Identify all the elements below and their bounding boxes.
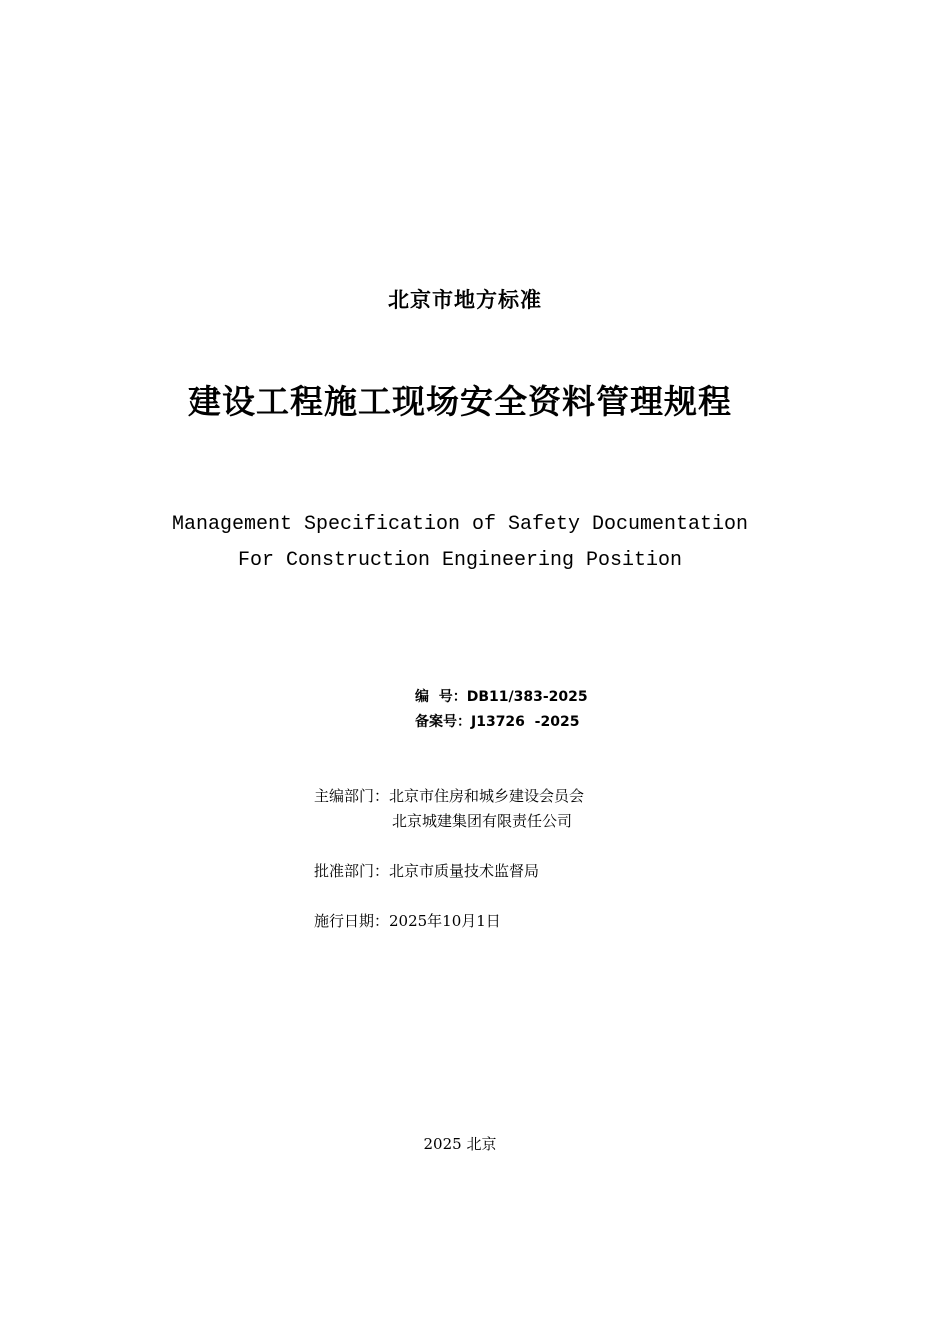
footer-year-place: 2025 北京: [423, 1135, 497, 1153]
approval-department: 批准部门：北京市质量技术监督局: [314, 862, 540, 880]
effective-date: 施行日期：2025年10月1日: [314, 912, 501, 930]
chief-editor-department-second: 北京城建集团有限责任公司: [392, 812, 573, 830]
standard-code-number: 编 号：DB11/383-2025: [415, 689, 588, 705]
document-title: 建设工程施工现场安全资料管理规程: [188, 382, 732, 421]
record-number: 备案号：J13726 -2025: [415, 714, 580, 730]
english-title-line-2: For Construction Engineering Position: [237, 549, 683, 572]
chief-editor-department: 主编部门：北京市住房和城乡建设会员会: [314, 787, 585, 805]
standard-type-heading: 北京市地方标准: [388, 288, 542, 312]
english-title-line-1: Management Specification of Safety Documentation: [171, 513, 749, 536]
